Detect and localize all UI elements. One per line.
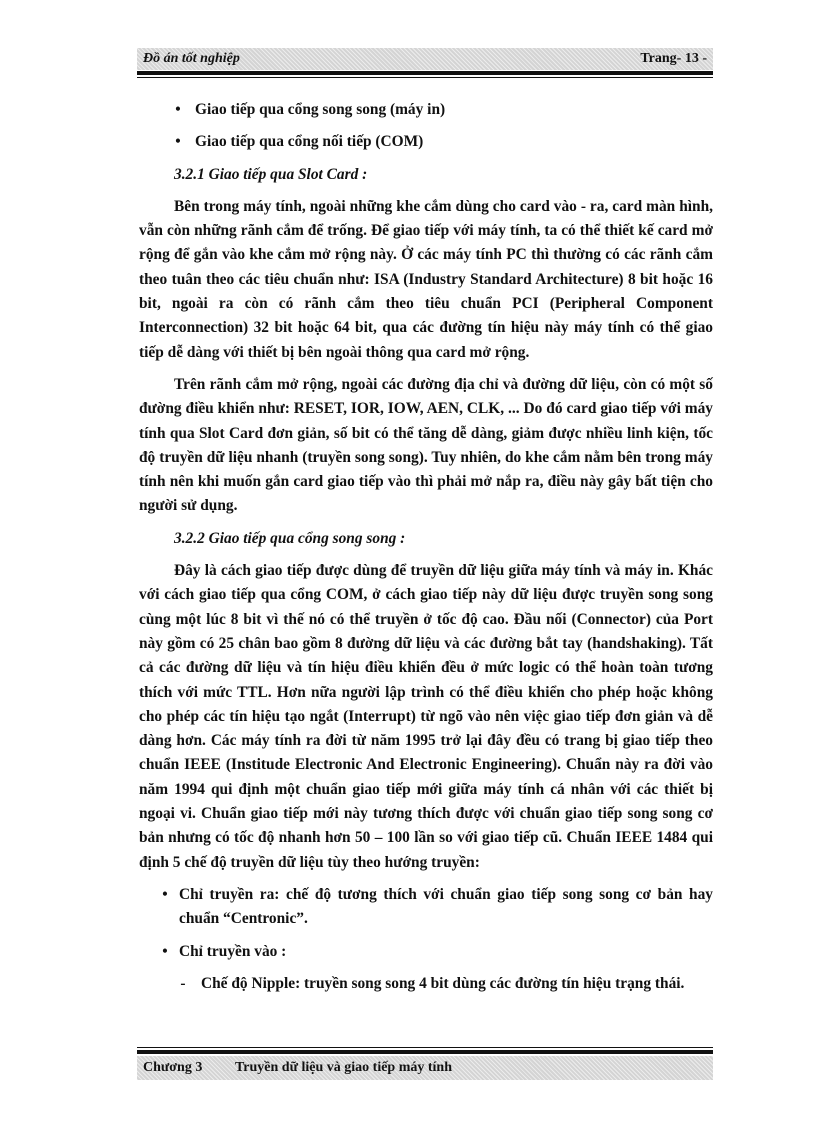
page-content	[139, 98, 713, 1004]
list-item-text: Giao tiếp qua cổng song song (máy in)	[195, 101, 446, 118]
footer-rule-thin	[137, 1047, 713, 1048]
section-heading-3-2-2: 3.2.2 Giao tiếp qua cổng song song :	[174, 529, 406, 547]
list-item	[139, 940, 713, 964]
footer-chapter-title: Truyền dữ liệu và giao tiếp máy tính	[235, 1060, 452, 1075]
bullet-marker: •	[162, 942, 168, 960]
sub-list-item	[139, 972, 713, 996]
footer-chapter: Chương 3	[143, 1060, 203, 1075]
header-document-title: Đồ án tốt nghiệp	[143, 51, 240, 66]
bullet-marker: •	[175, 133, 181, 151]
dash-marker: -	[180, 974, 186, 992]
header-rule-thick	[137, 71, 713, 75]
section-heading-3-2-1: 3.2.1 Giao tiếp qua Slot Card :	[174, 165, 368, 183]
list-item	[139, 883, 713, 932]
paragraph: Đây là cách giao tiếp được dùng để truyền dữ liệu giữa máy tính và máy in. Khác với cách giao tiếp qua cổng COM, ở cách giao tiếp này dữ liệu được truyền song song cùng một lúc 8 bit vì thế nó có thể truyền ở tốc độ cao. Đầu nối (Connector) của Port này gồm có 25 chân bao gồm 8 đường dữ liệu và các đường bắt tay (handshaking). Tất cả các đường dữ liệu và tín hiệu điều khiển đều ở mức logic có thể hoàn toàn tương thích với mức TTL. Hơn nữa người lập trình có thể điều khiển cho phép hoặc không cho phép các tín hiệu tạo ngắt (Interrupt) từ ngõ vào nên việc giao tiếp đơn giản và dễ dàng hơn. Các máy tính ra đời từ năm 1995 trở lại đây đều có trang bị giao tiếp theo chuẩn IEEE (Institude Electronic And Electronic Engineering). Chuẩn này ra đời vào năm 1994 qui định một chuẩn giao tiếp mới giữa máy tính cá nhân với các thiết bị ngoại vi. Chuẩn giao tiếp mới này tương thích được với chuẩn giao tiếp song song cơ bản nhưng có tốc độ nhanh hơn 50 – 100 lần so với giao tiếp cũ. Chuẩn IEEE 1484 qui định 5 chế độ truyền dữ liệu tùy theo hướng truyền:	[139, 562, 713, 871]
list-item-text: Giao tiếp qua cổng nối tiếp (COM)	[195, 133, 424, 151]
page-header	[137, 48, 713, 70]
bullet-marker: •	[162, 885, 168, 903]
list-item	[139, 130, 713, 154]
header-page-number: Trang- 13 -	[640, 51, 707, 66]
page-footer	[137, 1056, 713, 1080]
footer-rule-thick	[137, 1050, 713, 1054]
header-rule-thin	[137, 77, 713, 78]
list-item	[139, 98, 713, 122]
list-item-text: Chỉ truyền ra: chế độ tương thích với chuẩn giao tiếp song song cơ bản hay chuẩn “Centronic”.	[179, 885, 713, 928]
list-item-text: Chỉ truyền vào :	[179, 942, 287, 960]
bullet-marker: •	[175, 101, 181, 118]
paragraph: Trên rãnh cắm mở rộng, ngoài các đường địa chỉ và đường dữ liệu, còn có một số đường điều khiển như: RESET, IOR, IOW, AEN, CLK, ... Do đó card giao tiếp với máy tính qua Slot Card đơn giản, số bit có thể tăng dễ dàng, giảm được nhiều linh kiện, tốc độ truyền dữ liệu nhanh (truyền song song). Tuy nhiên, do khe cắm nằm bên trong máy tính nên khi muốn gắn card giao tiếp vào thì phải mở nắp ra, điều này gây bất tiện cho người sử dụng.	[139, 375, 713, 515]
paragraph: Bên trong máy tính, ngoài những khe cắm dùng cho card vào - ra, card màn hình, vẫn còn những rãnh cắm để trống. Để giao tiếp với máy tính, ta có thể thiết kế card mở rộng để gắn vào khe cắm mở rộng này. Ở các máy tính PC thì thường có các rãnh cắm theo tuân theo các tiêu chuẩn như: ISA (Industry Standard Architecture) 8 bit hoặc 16 bit, ngoài ra còn có rãnh cắm theo tiêu chuẩn PCI (Peripheral Component Interconnection) 32 bit hoặc 64 bit, qua các đường tín hiệu này máy tính có thể giao tiếp dễ dàng với thiết bị bên ngoài thông qua card mở rộng.	[139, 197, 713, 361]
sub-list-item-text: Chế độ Nipple: truyền song song 4 bit dùng các đường tín hiệu trạng thái.	[201, 974, 685, 992]
